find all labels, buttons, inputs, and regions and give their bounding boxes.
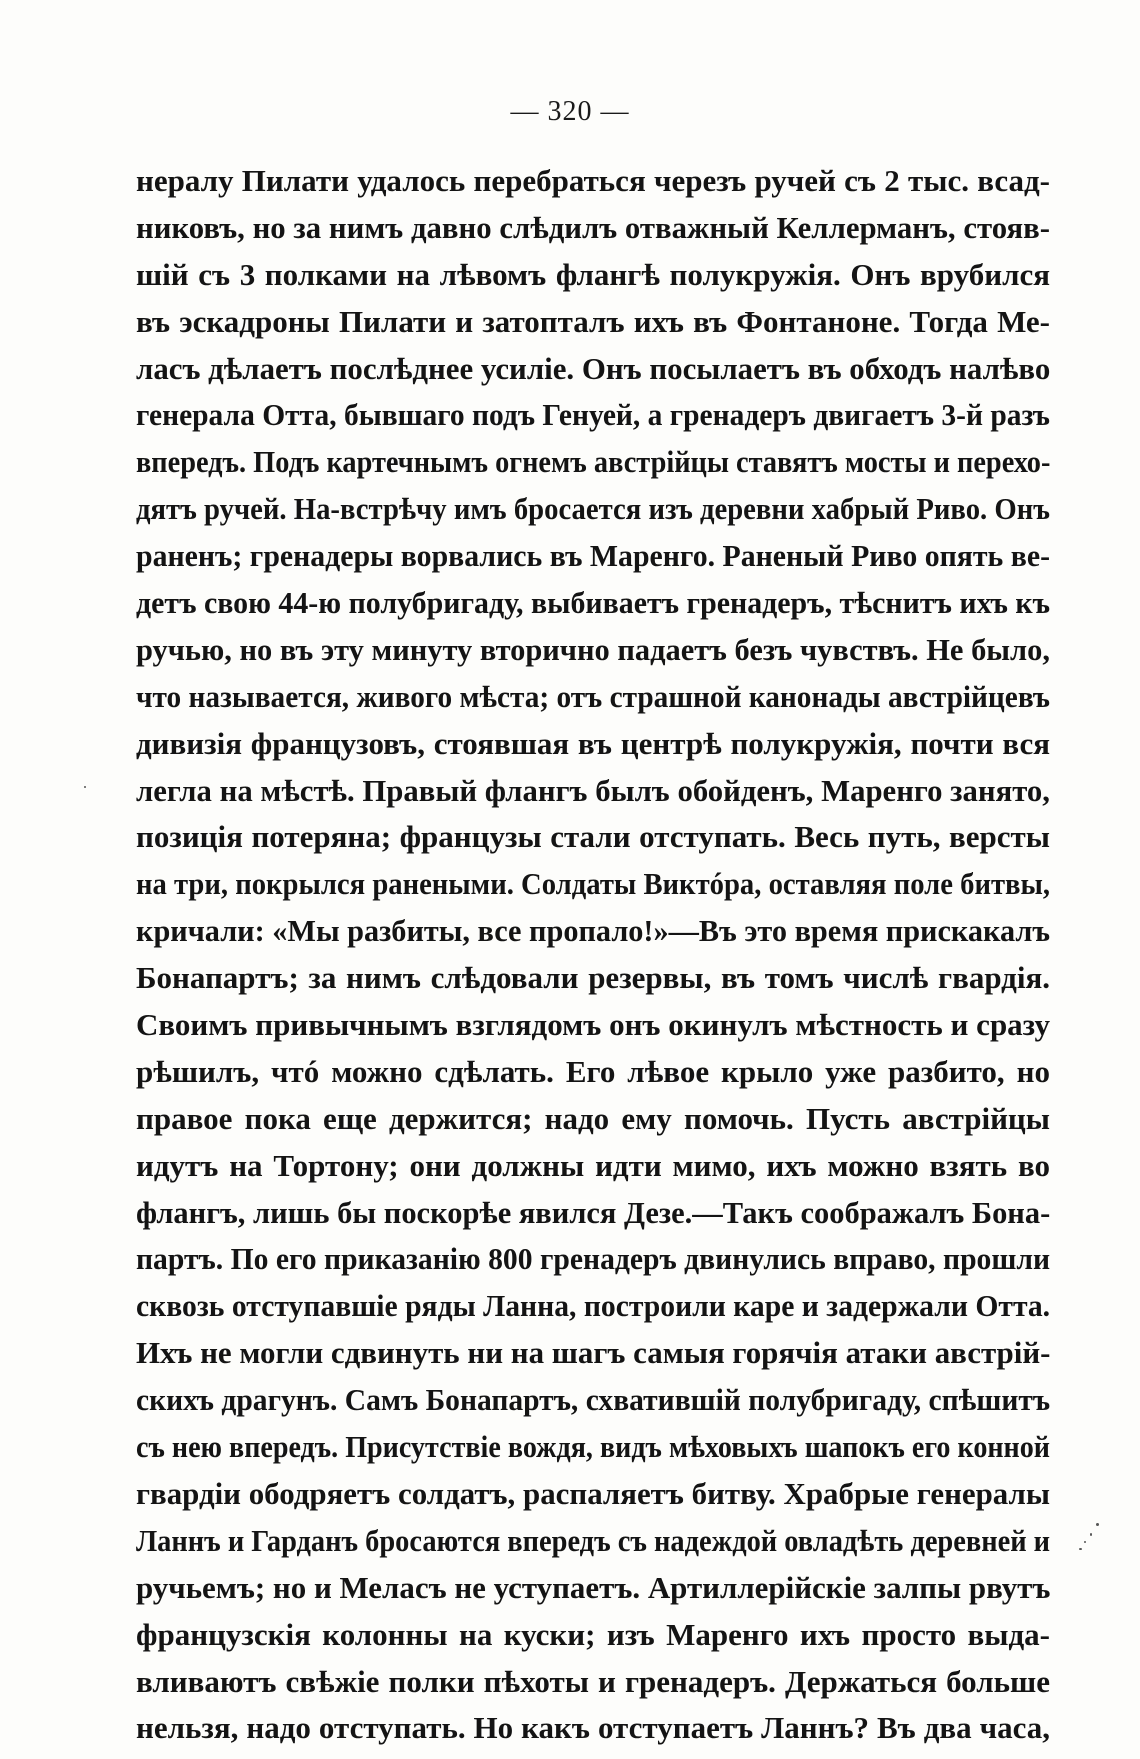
text-line: что называется, живого мѣста; отъ страшной канонады австрійцевъ	[136, 678, 1051, 714]
text-line: нельзя, надо отступать. Но какъ отступаетъ Ланнъ? Въ два часа,	[136, 1710, 1050, 1746]
scan-speck	[1096, 1523, 1099, 1526]
text-line: впередъ. Подъ картечнымъ огнемъ австрійцы ставятъ мосты и перехо-	[136, 444, 1051, 480]
text-line: ручью, но въ эту минуту вторично падаетъ безъ чувствъ. Не было,	[136, 631, 1050, 667]
text-line: флангъ, лишь бы поскорѣе явился Дезе.—Такъ соображалъ Бона-	[136, 1194, 1051, 1230]
text-line: въ эскадроны Пилати и затопталъ ихъ въ Фонтаноне. Тогда Ме-	[136, 303, 1050, 339]
page-number: — 320 —	[510, 96, 630, 127]
text-line: позиція потеряна; французы стали отступать. Весь путь, версты	[136, 819, 1050, 855]
text-line: Ланнъ и Гарданъ бросаются впередъ съ надеждой овладѣть деревней и	[136, 1522, 1051, 1558]
text-line: Ихъ не могли сдвинуть ни на шагъ самыя горячія атаки австрій-	[136, 1335, 1051, 1371]
text-line: Бонапартъ; за нимъ слѣдовали резервы, въ томъ числѣ гвардія.	[136, 960, 1050, 996]
text-line: нералу Пилати удалось перебраться черезъ ручей съ 2 тыс. всад-	[136, 163, 1050, 198]
text-line: правое пока еще держится; надо ему помочь. Пусть австрійцы	[136, 1100, 1050, 1136]
scan-speck	[1090, 1533, 1092, 1536]
text-line: гвардіи ободряетъ солдатъ, распаляетъ битву. Храбрые генералы	[136, 1475, 1050, 1511]
text-line: сквозь отступавшіе ряды Ланна, построили каре и задержали Отта.	[136, 1288, 1051, 1324]
text-line: партъ. По его приказанію 800 гренадеръ двинулись вправо, прошли	[136, 1241, 1051, 1277]
text-line: дивизія французовъ, стоявшая въ центрѣ полукружія, почти вся	[136, 725, 1050, 761]
text-line: легла на мѣстѣ. Правый флангъ былъ обойденъ, Маренго занято,	[136, 772, 1050, 808]
text-line: дятъ ручей. На-встрѣчу имъ бросается изъ деревни хабрый Риво. Онъ	[136, 491, 1050, 527]
text-line: рѣшилъ, чтó можно сдѣлать. Его лѣвое крыло уже разбито, но	[136, 1053, 1050, 1089]
text-line: шій съ 3 полками на лѣвомъ флангѣ полукружія. Онъ врубился	[136, 256, 1050, 292]
text-line: вливаютъ свѣжіе полки пѣхоты и гренадеръ. Держаться больше	[136, 1663, 1050, 1699]
text-line: съ нею впередъ. Присутствіе вождя, видъ мѣховыхъ шапокъ его конной	[136, 1429, 1050, 1465]
text-line: идутъ на Тортону; они должны идти мимо, ихъ можно взять во	[136, 1147, 1050, 1183]
text-line: французскія колонны на куски; изъ Маренго ихъ просто выда-	[136, 1616, 1050, 1652]
scan-speck	[1079, 1548, 1082, 1550]
body-text	[136, 158, 1050, 1752]
text-line: ласъ дѣлаетъ послѣднее усиліе. Онъ посылаетъ въ обходъ налѣво	[136, 350, 1051, 386]
text-line: Своимъ привычнымъ взглядомъ онъ окинулъ мѣстность и сразу	[136, 1007, 1050, 1043]
text-line: на три, покрылся ранеными. Солдаты Виктóра, оставляя поле битвы,	[136, 866, 1051, 902]
text-line: детъ свою 44-ю полубригаду, выбиваетъ гренадеръ, тѣснитъ ихъ къ	[136, 585, 1050, 621]
scan-speck	[84, 786, 86, 788]
text-line: генерала Отта, бывшаго подъ Генуей, а гренадеръ двигаетъ 3-й разъ	[136, 397, 1051, 433]
text-line: ручьемъ; но и Меласъ не уступаетъ. Артиллерійскіе залпы рвутъ	[136, 1569, 1051, 1605]
text-line: скихъ драгунъ. Самъ Бонапартъ, схватившій полубригаду, спѣшитъ	[136, 1382, 1051, 1418]
text-line: кричали: «Мы разбиты, все пропало!»—Въ это время прискакалъ	[136, 913, 1051, 949]
text-line: никовъ, но за нимъ давно слѣдилъ отважный Келлерманъ, стояв-	[136, 209, 1051, 245]
scan-speck	[1084, 1541, 1086, 1543]
text-line: раненъ; гренадеры ворвались въ Маренго. Раненый Риво опять ве-	[136, 538, 1051, 574]
